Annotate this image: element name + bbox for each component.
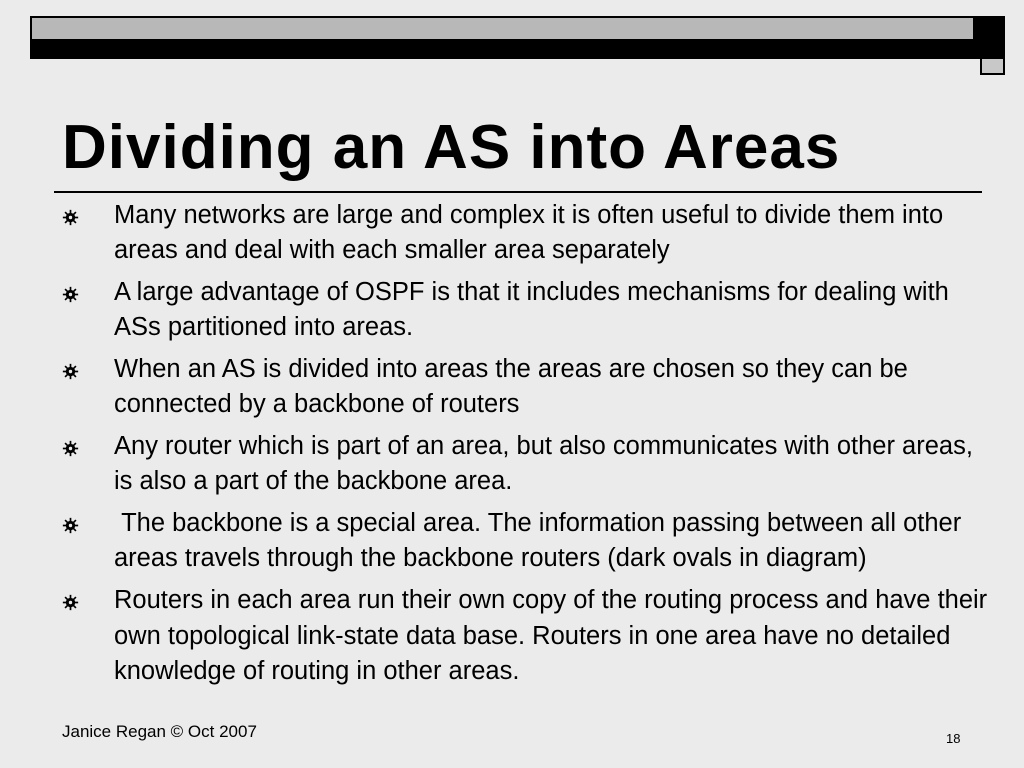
- page-number: 18: [946, 731, 961, 746]
- title-divider: [54, 191, 982, 193]
- header-gray-band: [30, 16, 975, 41]
- header-black-band: [30, 41, 1005, 59]
- header-corner-box: [980, 59, 1005, 75]
- bullet-text: A large advantage of OSPF is that it includes mechanisms for dealing with ASs partitioned into areas.: [114, 278, 949, 341]
- bullet-item: [62, 429, 997, 498]
- bullet-list: [62, 198, 997, 698]
- ornamental-asterisk-icon: [62, 594, 79, 611]
- header-decoration-bar: [30, 16, 1005, 59]
- bullet-text: Many networks are large and complex it is often useful to divide them into areas and deal with each smaller area separately: [114, 201, 944, 264]
- ornamental-asterisk-icon: [62, 517, 79, 534]
- bullet-item: [62, 198, 997, 267]
- ornamental-asterisk-icon: [62, 209, 79, 226]
- bullet-text: When an AS is divided into areas the areas are chosen so they can be connected by a backbone of routers: [114, 355, 908, 418]
- bullet-text: Any router which is part of an area, but also communicates with other areas, is also a part of the backbone area.: [114, 432, 973, 495]
- ornamental-asterisk-icon: [62, 440, 79, 457]
- ornamental-asterisk-icon: [62, 363, 79, 380]
- bullet-item: [62, 506, 997, 575]
- bullet-item: [62, 352, 997, 421]
- footer-author: Janice Regan © Oct 2007: [62, 722, 257, 741]
- header-corner-block: [975, 16, 1005, 41]
- slide-title: Dividing an AS into Areas: [62, 113, 841, 182]
- bullet-text: The backbone is a special area. The information passing between all other areas travels through the backbone routers (dark ovals in diagram): [114, 509, 969, 572]
- bullet-item: [62, 583, 997, 690]
- bullet-text: Routers in each area run their own copy of the routing process and have their own topological link-state data base. Routers in one area have no detailed knowledge of routing in other areas.: [114, 586, 988, 685]
- ornamental-asterisk-icon: [62, 286, 79, 303]
- bullet-item: [62, 275, 997, 344]
